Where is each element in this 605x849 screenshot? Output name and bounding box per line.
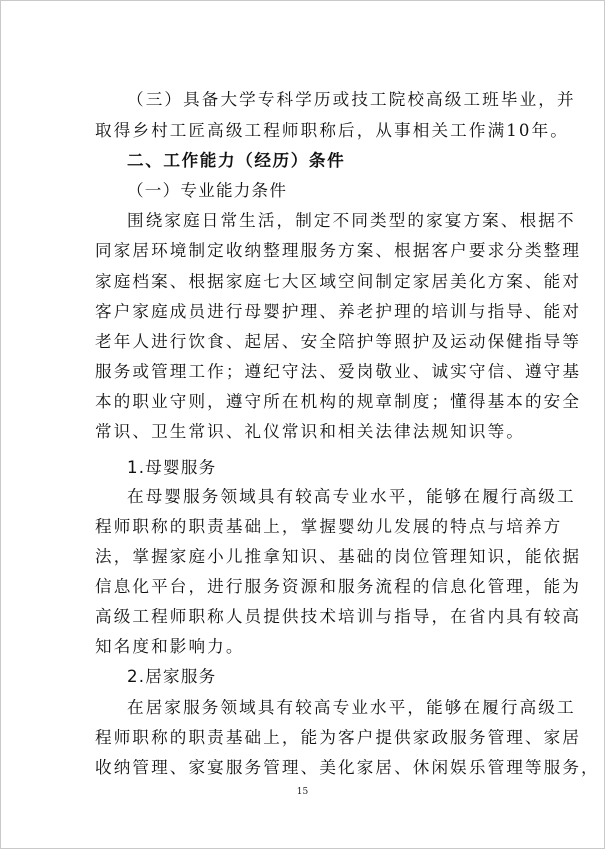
paragraph-line: 同家居环境制定收纳整理服务方案、根据客户要求分类整理 (95, 241, 582, 260)
paragraph-line: 取得乡村工匠高级工程师职称后，从事相关工作满10年。 (95, 121, 569, 140)
section-heading: 二、工作能力（经历）条件 (127, 151, 346, 170)
paragraph-line: 法，掌握家庭小儿推拿知识、基础的岗位管理知识，能依据 (95, 547, 582, 566)
paragraph-line: 在母婴服务领域具有较高专业水平，能够在履行高级工 (127, 487, 576, 506)
item-heading: 2.居家服务 (127, 667, 217, 686)
paragraph-line: 家庭档案、根据家庭七大区域空间制定家居美化方案、能对 (95, 272, 582, 291)
paragraph-line: 程师职称的职责基础上，掌握婴幼儿发展的特点与培养方 (95, 517, 563, 536)
paragraph-line: 在居家服务领域具有较高专业水平，能够在履行高级工 (127, 698, 576, 717)
subsection-heading: （一）专业能力条件 (127, 181, 288, 200)
paragraph-line: 收纳管理、家宴服务管理、美化家居、休闲娱乐管理等服务， (95, 758, 600, 777)
item-heading: 1.母婴服务 (127, 458, 217, 477)
paragraph-line: 围绕家庭日常生活，制定不同类型的家宴方案、根据不 (127, 211, 576, 230)
paragraph-line: （三）具备大学专科学历或技工院校高级工班毕业，并 (127, 90, 576, 109)
paragraph-line: 程师职称的职责基础上，能为客户提供家政服务管理、家居 (95, 728, 582, 747)
paragraph-line: 服务或管理工作；遵纪守法、爱岗敬业、诚实守信、遵守基 (95, 362, 582, 381)
paragraph-line: 老年人进行饮食、起居、安全陪护等照护及运动保健指导等 (95, 332, 582, 351)
paragraph-line: 本的职业守则，遵守所在机构的规章制度；懂得基本的安全 (95, 392, 582, 411)
paragraph-line: 信息化平台，进行服务资源和服务流程的信息化管理，能为 (95, 577, 582, 596)
paragraph-line: 客户家庭成员进行母婴护理、养老护理的培训与指导、能对 (95, 302, 582, 321)
paragraph-line: 知名度和影响力。 (95, 637, 245, 656)
paragraph-line: 高级工程师职称人员提供技术培训与指导，在省内具有较高 (95, 607, 582, 626)
paragraph-line: 常识、卫生常识、礼仪常识和相关法律法规知识等。 (95, 422, 525, 441)
page-number: 15 (296, 787, 309, 797)
